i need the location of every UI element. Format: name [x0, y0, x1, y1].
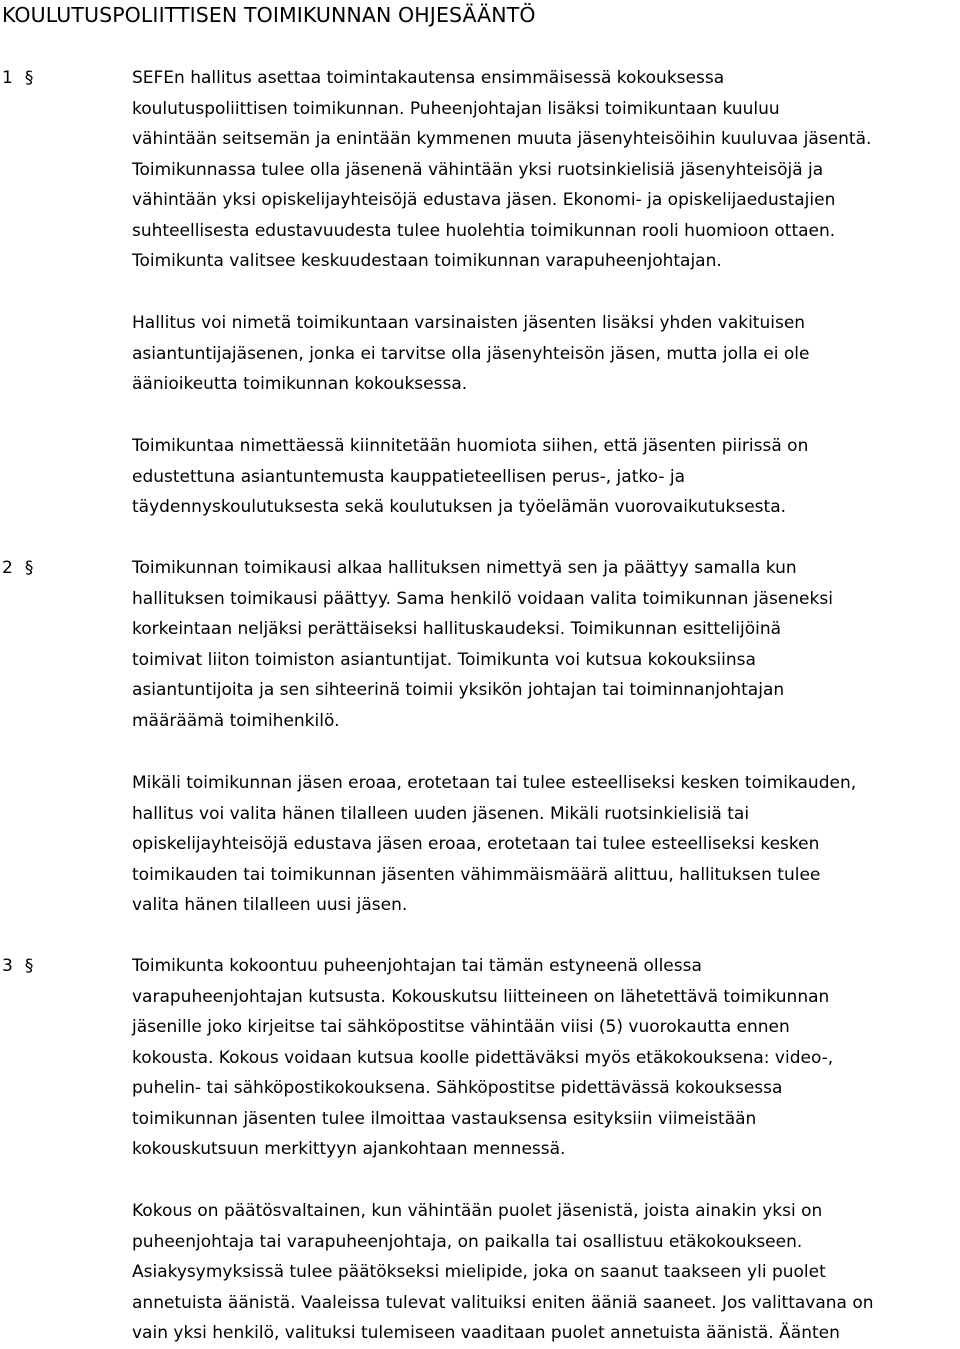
text-line: koulutuspoliittisen toimikunnan. Puheenjohtajan lisäksi toimikuntaan kuuluu: [132, 98, 780, 119]
text-line: SEFEn hallitus asettaa toimintakautensa ensimmäisessä kokouksessa: [132, 68, 725, 88]
text-line: kokouskutsuun merkittyyn ajankohtaan mennessä.: [132, 1139, 566, 1159]
section-3-marker: [2, 951, 33, 982]
text-line: vähintään yksi opiskelijayhteisöjä edustava jäsen. Ekonomi- ja opiskelijaedustajien: [132, 190, 836, 210]
text-line: Toimikunta kokoontuu puheenjohtajan tai tämän estyneenä ollessa: [132, 956, 702, 976]
text-line: annetuista äänistä. Vaaleissa tulevat valituiksi eniten ääniä saaneet. Jos valittavana on: [132, 1292, 874, 1313]
section-3-paragraph: [132, 1196, 960, 1349]
section-1-paragraph: [132, 308, 960, 400]
section-1-paragraph: [132, 431, 960, 523]
text-line: asiantuntijajäsenen, jonka ei tarvitse olla jäsenyhteisön jäsen, mutta jolla ei ole: [132, 343, 810, 364]
section-1-marker: [2, 63, 33, 94]
section-1-paragraph: [132, 63, 960, 277]
text-line: vähintään seitsemän ja enintään kymmenen muuta jäsenyhteisöihin kuuluvaa jäsentä.: [132, 129, 872, 149]
text-line: toimikunnan jäsenten tulee ilmoittaa vastauksensa esityksiin viimeistään: [132, 1108, 757, 1129]
section-number: 2: [2, 558, 13, 578]
document-title: KOULUTUSPOLIITTISEN TOIMIKUNNAN OHJESÄÄNTÖ: [2, 3, 536, 27]
text-line: korkeintaan neljäksi perättäiseksi hallituskaudeksi. Toimikunnan esittelijöinä: [132, 619, 782, 639]
text-line: jäsenille joko kirjeitse tai sähköpostitse vähintään viisi (5) vuorokautta ennen: [132, 1017, 790, 1037]
text-line: puheenjohtaja tai varapuheenjohtaja, on paikalla tai osallistuu etäkokoukseen.: [132, 1231, 803, 1252]
text-line: Hallitus voi nimetä toimikuntaan varsinaisten jäsenten lisäksi yhden vakituisen: [132, 313, 806, 333]
section-2-marker: [2, 553, 33, 584]
text-line: Toimikuntaa nimettäessä kiinnitetään huomiota siihen, että jäsenten piirissä on: [132, 436, 809, 456]
text-line: Toimikunnan toimikausi alkaa hallituksen nimettyä sen ja päättyy samalla kun: [132, 558, 797, 578]
text-line: Kokous on päätösvaltainen, kun vähintään puolet jäsenistä, joista ainakin yksi on: [132, 1201, 823, 1221]
text-line: hallituksen toimikausi päättyy. Sama henkilö voidaan valita toimikunnan jäseneksi: [132, 588, 833, 609]
text-line: Toimikunta valitsee keskuudestaan toimikunnan varapuheenjohtajan.: [132, 251, 722, 271]
text-line: puhelin- tai sähköpostikokouksena. Sähköpostitse pidettävässä kokouksessa: [132, 1078, 783, 1098]
section-2-paragraph: [132, 553, 960, 736]
text-line: toimivat liiton toimiston asiantuntijat. Toimikunta voi kutsua kokouksiinsa: [132, 649, 756, 670]
section-number: 3: [2, 956, 13, 976]
text-line: valita hänen tilalleen uusi jäsen.: [132, 895, 408, 915]
text-line: suhteellisesta edustavuudesta tulee huolehtia toimikunnan rooli huomioon ottaen.: [132, 220, 836, 241]
text-line: hallitus voi valita hänen tilalleen uuden jäsenen. Mikäli ruotsinkielisiä tai: [132, 803, 750, 824]
text-line: asiantuntijoita ja sen sihteerinä toimii yksikön johtajan tai toiminnanjohtajan: [132, 680, 785, 700]
section-sign: §: [24, 68, 34, 88]
text-line: määräämä toimihenkilö.: [132, 710, 340, 731]
text-line: täydennyskoulutuksesta sekä koulutuksen ja työelämän vuorovaikutuksesta.: [132, 497, 787, 517]
section-3-paragraph: [132, 951, 960, 1165]
section-sign: §: [24, 558, 34, 578]
text-line: vain yksi henkilö, valituksi tulemiseen vaaditaan puolet annetuista äänistä. Äänten: [132, 1323, 840, 1343]
text-line: Mikäli toimikunnan jäsen eroaa, erotetaan tai tulee esteelliseksi kesken toimikauden,: [132, 773, 857, 793]
text-line: opiskelijayhteisöjä edustava jäsen eroaa, erotetaan tai tulee esteelliseksi kesken: [132, 834, 820, 854]
text-line: Asiakysymyksissä tulee päätökseksi mielipide, joka on saanut taakseen yli puolet: [132, 1262, 826, 1282]
section-number: 1: [2, 68, 13, 88]
text-line: varapuheenjohtajan kutsusta. Kokouskutsu liitteineen on lähetettävä toimikunnan: [132, 986, 830, 1007]
text-line: kokousta. Kokous voidaan kutsua koolle pidettäväksi myös etäkokouksena: video-,: [132, 1047, 834, 1068]
text-line: edustettuna asiantuntemusta kauppatieteellisen perus-, jatko- ja: [132, 466, 685, 487]
text-line: Toimikunnassa tulee olla jäsenenä vähintään yksi ruotsinkielisiä jäsenyhteisöjä ja: [132, 159, 824, 180]
text-line: toimikauden tai toimikunnan jäsenten vähimmäismäärä alittuu, hallituksen tulee: [132, 864, 821, 885]
text-line: äänioikeutta toimikunnan kokouksessa.: [132, 374, 468, 394]
section-2-paragraph: [132, 768, 960, 921]
section-sign: §: [24, 956, 34, 976]
